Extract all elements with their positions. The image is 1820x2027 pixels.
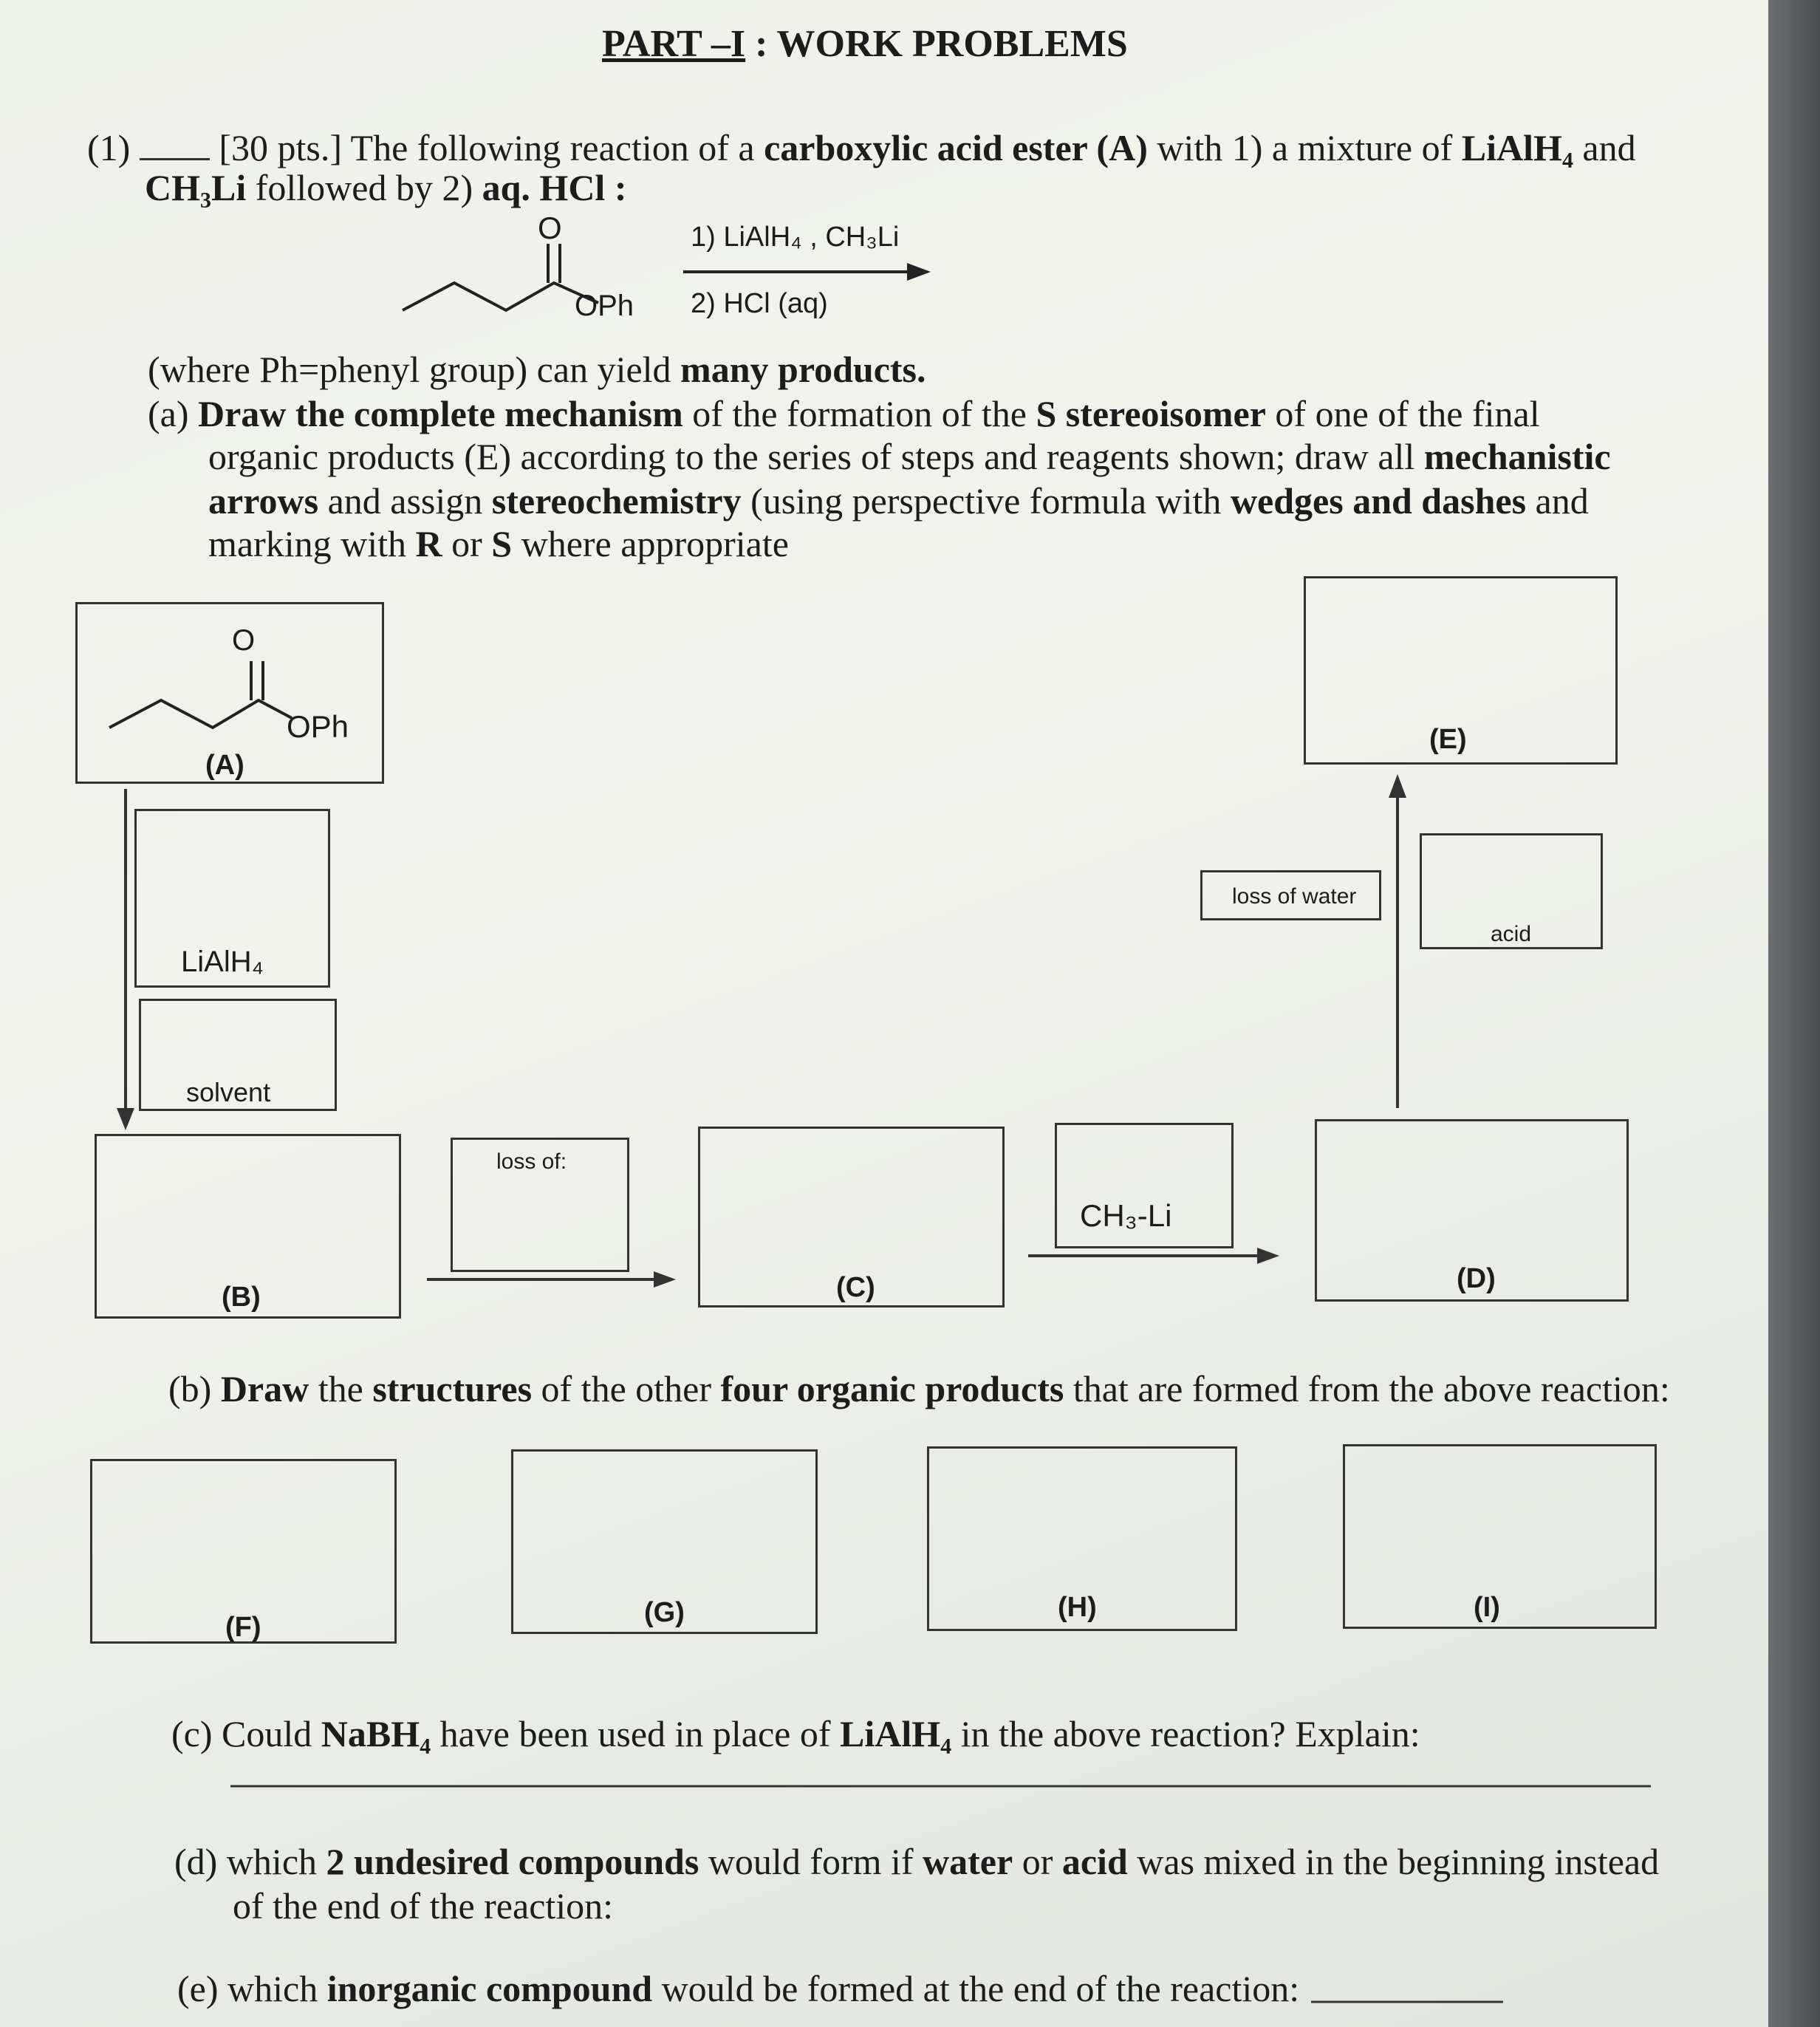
box-h-label: (H) [1058,1592,1097,1623]
loss-water-label: loss of water [1232,884,1357,909]
reagent-step-1: 1) LiAlH₄ , CH₃Li [691,222,900,253]
part-d-line-1: (d) which 2 undesired compounds would form if water or acid was mixed in the beginning instead [174,1841,1660,1882]
part-e-line: (e) which inorganic compound would be formed at the end of the reaction: [177,1968,1300,2009]
box-f-label: (F) [225,1612,261,1643]
part-a-line-3: arrows and assign stereochemistry (using perspective formula with wedges and dashes and [208,480,1589,522]
box-c-label: (C) [836,1272,875,1303]
acid-label: acid [1491,922,1532,946]
ch3li-label: CH₃-Li [1080,1198,1172,1233]
box-g-label: (G) [644,1597,685,1628]
box-i-label: (I) [1474,1592,1500,1623]
arrow-b-c-head [654,1271,676,1288]
scheme-carbonyl-oxygen: O [538,211,562,245]
scheme-leaving-group: OPh [575,290,634,322]
box-d-label: (D) [1457,1263,1496,1294]
solvent-label: solvent [186,1077,271,1107]
lialh4-label: LiAlH₄ [181,946,264,978]
question-line-1: (1) [30 pts.] The following reaction of a carboxylic acid ester (A) with 1) a mixture of LiAlH₄ and [87,127,1636,168]
reaction-arrow-head [907,263,931,281]
box-a-oph: OPh [287,709,349,744]
box-e-label: (E) [1429,724,1467,755]
part-b-line: (b) Draw the structures of the other four organic products that are formed from the above reaction: [168,1368,1670,1409]
loss-of-label: loss of: [496,1149,567,1174]
down-arrow-head [117,1108,134,1130]
part-c-line: (c) Could NaBH₄ have been used in place of LiAlH₄ in the above reaction? Explain: [171,1713,1420,1754]
arrow-c-d-head [1257,1248,1279,1264]
question-line-2: CH₃Li followed by 2) aq. HCl : [145,167,627,208]
question-number: (1) [87,127,131,168]
box-a-label: (A) [205,750,244,781]
part-a-line-4: marking with R or S where appropriate [208,523,789,564]
up-arrow-head [1389,774,1406,798]
ester-skeleton [403,283,598,310]
page-title: PART –I : WORK PROBLEMS [602,23,1128,65]
part-a-line-2: organic products (E) according to the series of steps and reagents shown; draw all mechanistic [208,436,1611,477]
where-line: (where Ph=phenyl group) can yield many products. [148,349,926,390]
box-b-label: (B) [222,1282,261,1313]
part-d-line-2: of the end of the reaction: [233,1885,614,1927]
reagent-step-2: 2) HCl (aq) [691,288,828,319]
box-a-oxygen: O [232,624,256,657]
part-a-line-1: (a) Draw the complete mechanism of the formation of the S stereoisomer of one of the final [148,393,1540,434]
